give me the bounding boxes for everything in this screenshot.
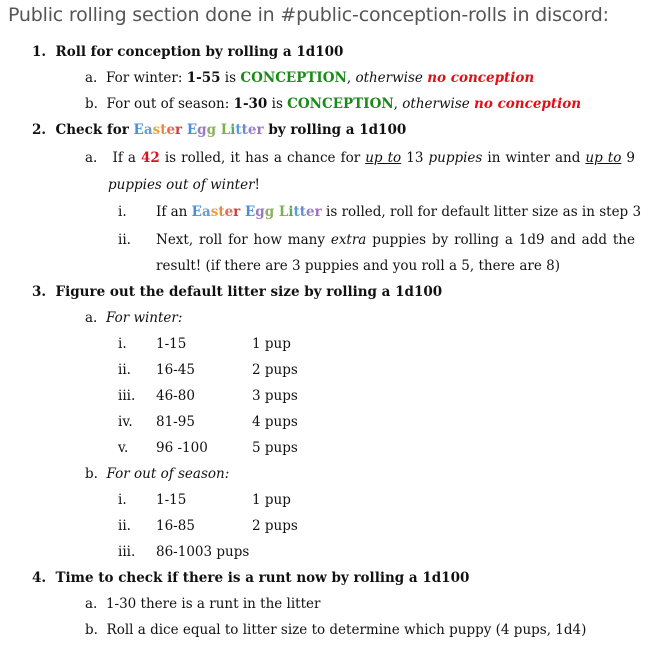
table-cell-range: 16-45	[156, 362, 195, 378]
step-2a-i-text: If an Easter Egg Litter is rolled, roll for default litter size as in step 3	[156, 204, 642, 220]
table-cell-num: v.	[118, 440, 129, 456]
step-3b: b. For out of season:	[85, 466, 230, 482]
table-cell-range: 1-15	[156, 336, 187, 352]
step-4: 4. Time to check if there is a runt now by rolling a 1d100	[32, 570, 470, 586]
table-cell-range: 1-15	[156, 492, 187, 508]
table-cell-pups: 2 pups	[252, 518, 298, 534]
easter-egg-litter-text: Easter Egg Litter	[133, 122, 264, 138]
step-1a: a. For winter: 1-55 is CONCEPTION, otherwise no conception	[85, 70, 535, 86]
table-cell-range: 81-95	[156, 414, 195, 430]
step-2a-ii-cont: result! (if there are 3 puppies and you roll a 5, there are 8)	[156, 258, 560, 274]
table-cell-pups: 5 pups	[252, 440, 298, 456]
step-3: 3. Figure out the default litter size by rolling a 1d100	[32, 284, 443, 300]
table-cell-num: iii.	[118, 388, 136, 404]
step-3a: a. For winter:	[85, 310, 183, 326]
table-cell-num: iv.	[118, 414, 133, 430]
table-cell-range: 46-80	[156, 388, 195, 404]
step-2a: a. If a 42 is rolled, it has a chance for up to 13 puppies in winter and up to 9	[85, 150, 636, 166]
table-cell-num: iii.	[118, 544, 136, 560]
step-2a-cont: puppies out of winter!	[108, 177, 260, 193]
table-cell-range: 96 -100	[156, 440, 208, 456]
table-cell-num: i.	[118, 336, 127, 352]
table-cell-num: ii.	[118, 362, 131, 378]
step-2: 2. Check for Easter Egg Litter by rolling a 1d100	[32, 122, 407, 138]
easter-egg-litter-text: Easter Egg Litter	[191, 204, 322, 220]
table-cell-pups: 4 pups	[252, 414, 298, 430]
table-cell-range: 16-85	[156, 518, 195, 534]
table-cell-pups: 2 pups	[252, 362, 298, 378]
table-cell-num: i.	[118, 492, 127, 508]
step-1b: b. For out of season: 1-30 is CONCEPTION, otherwise no conception	[85, 96, 582, 112]
step-1	[32, 42, 343, 62]
table-cell-pups: 1 pup	[252, 492, 291, 508]
step-4a: a. 1-30 there is a runt in the litter	[85, 596, 321, 612]
step-2a-ii-text: Next, roll for how many extra puppies by rolling a 1d9 and add the	[156, 232, 635, 248]
page-title: Public rolling section done in #public-conception-rolls in discord:	[8, 4, 609, 26]
table-cell-num: ii.	[118, 518, 131, 534]
table-cell-pups: 3 pups	[252, 388, 298, 404]
step-text: Roll for conception by rolling a 1d100	[55, 44, 344, 60]
step-2a-i: i.	[118, 204, 127, 220]
table-cell-range: 86-1003 pups	[156, 544, 250, 560]
step-number: 1.	[32, 44, 47, 60]
step-4b: b. Roll a dice equal to litter size to determine which puppy (4 pups, 1d4)	[85, 622, 587, 638]
table-cell-pups: 1 pup	[252, 336, 291, 352]
step-2a-ii: ii.	[118, 232, 131, 248]
